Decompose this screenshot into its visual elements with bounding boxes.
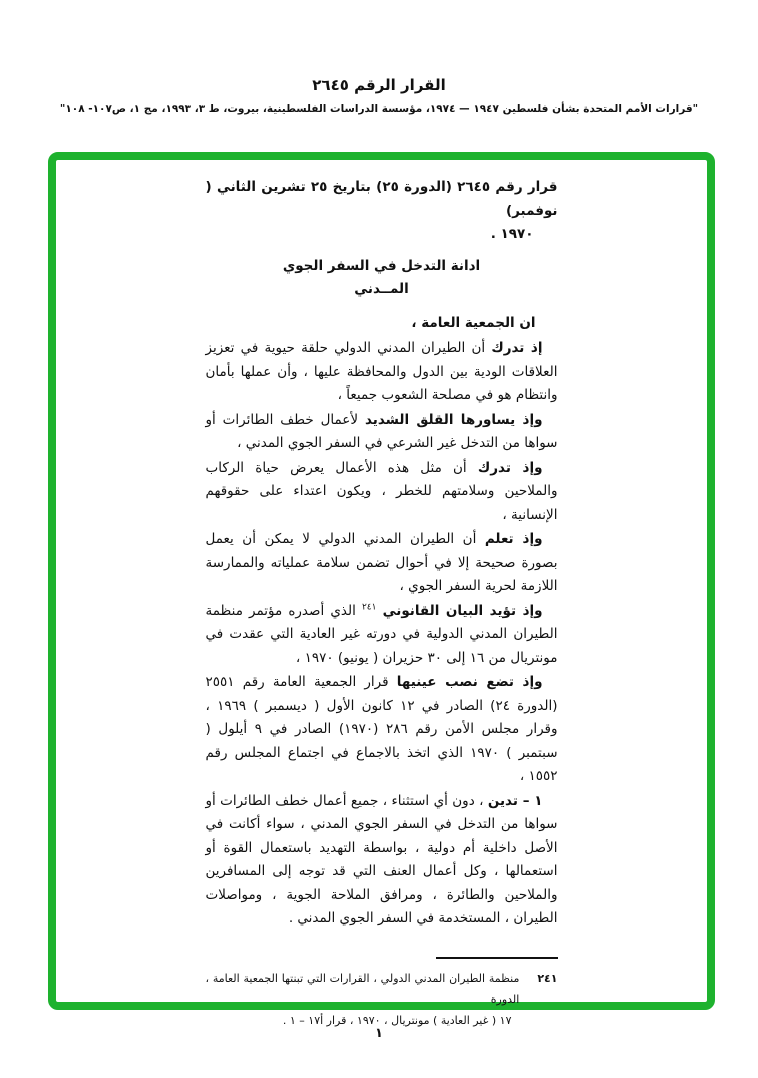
- source-citation: "قرارات الأمم المتحدة بشأن فلسطين ١٩٤٧ — ١٩٧٤، مؤسسة الدراسات الفلسطينية، بيروت، ط ٣، ١٩٩٣، مج ١، ص١٠٧- ١٠٨": [59, 103, 699, 115]
- footnote-block: [206, 957, 558, 1031]
- resolution-body: [206, 176, 558, 1031]
- page-number: ١: [375, 1026, 383, 1041]
- paragraph-lead: وإذ تضع نصب عينيها: [396, 674, 543, 690]
- footnote-text: منظمة الطيران المدني الدولي ، القرارات التي تبنتها الجمعية العامة ، الدورة: [205, 971, 520, 1006]
- footnote-reference-mark: ٢٤١: [361, 602, 377, 612]
- footnote-line1: [206, 968, 558, 1010]
- paragraph-lead: وإذ تعلم: [484, 531, 543, 547]
- preamble-paragraph-3: [206, 457, 558, 528]
- preamble-paragraph-2: [206, 409, 558, 456]
- paragraph-text: أن الطيران المدني الدولي لا يمكن أن يعمل بصورة صحيحة إلا في أحوال تضمن سلامة عملياته والممارسة اللازمة لحرية السفر الجوي ،: [205, 531, 558, 594]
- footnote-marker: ٢٤١: [537, 971, 558, 985]
- paragraph-lead: وإذ تدرك: [477, 459, 543, 476]
- resolution-subtitle-line1: ادانة التدخل في السفر الجوي: [282, 257, 481, 274]
- paragraph-text: قرار الجمعية العامة رقم ٢٥٥١ (الدورة ٢٤) الصادر في ١٢ كانون الأول ( ديسمبر ) ١٩٦٩ ، وقرار مجلس الأمن رقم ٢٨٦ (١٩٧٠) الصادر في ٩ أيلول ( سبتمبر ) ١٩٧٠ الذي اتخذ بالاجماع في اجتماع المجلس رقم ١٥٥٢ ،: [205, 674, 558, 784]
- page-header: [0, 0, 758, 115]
- preamble-paragraph-5: [206, 600, 558, 671]
- resolution-heading-line2: ١٩٧٠ .: [490, 226, 534, 242]
- paragraph-text: الذي أصدره مؤتمر منظمة الطيران المدني الدولية في دورته غير العادية التي عقدت في مونتريال من ١٦ إلى ٣٠ حزيران ( يونيو) ١٩٧٠ ،: [205, 602, 558, 666]
- resolution-subtitle-line2: المــدني: [354, 281, 409, 297]
- paragraph-lead: ١ – تدين: [487, 792, 543, 809]
- footnote-line2: ١٧ ( غير العادية ) مونتريال ، ١٩٧٠ ، قرار أ١٧ – ١ .: [282, 1013, 512, 1027]
- paragraph-text: أن مثل هذه الأعمال يعرض حياة الركاب والملاحين وسلامتهم للخطر ، ويكون اعتداء على حقوقهم الإنسانية ،: [205, 459, 558, 523]
- paragraph-lead: إذ تدرك: [491, 340, 543, 356]
- operative-paragraph-1: [206, 790, 558, 931]
- preamble-paragraph-6: [206, 671, 558, 789]
- resolution-heading-line1: قرار رقم ٢٦٤٥ (الدورة ٢٥) بتاريخ ٢٥ تشرين الثاني ( نوفمبر): [205, 179, 558, 219]
- preamble-paragraph-1: [206, 337, 558, 408]
- paragraph-lead: وإذ تؤيد البيان القانوني: [382, 602, 543, 619]
- paragraph-text: أن الطيران المدني الدولي حلقة حيوية في تعزيز العلاقات الودية بين الدول والمحافظة عليها ، وأن عملها بأمان وانتظام هو في مصلحة الشعوب جميعاً ،: [205, 340, 558, 403]
- paragraph-lead: وإذ يساورها القلق الشديد: [364, 411, 543, 428]
- resolution-number-title: القرار الرقم ٢٦٤٥: [312, 76, 446, 94]
- resolution-heading: [206, 176, 558, 247]
- paragraph-text: لأعمال خطف الطائرات أو سواها من التدخل غير الشرعي في السفر الجوي المدني ،: [205, 411, 558, 451]
- preamble-paragraph-4: [206, 528, 558, 599]
- paragraph-text: ، دون أي استثناء ، جميع أعمال خطف الطائرات أو سواها من التدخل في السفر الجوي المدني ، سواء أكانت في الأصل داخلية أم دولية ، بواسطة التهديد باستعمال القوة أو استعمالها ، وكل أعمال العنف التي قد توجه إلى المسافرين والملاحين والطائرة ، ومرافق الملاحة الجوية ، ومواصلات الطيران ، المستخدمة في السفر الجوي المدني .: [205, 792, 558, 926]
- resolution-frame: [48, 152, 715, 1027]
- opening-phrase: ان الجمعية العامة ،: [411, 314, 536, 331]
- footnote-separator-rule: [436, 957, 558, 959]
